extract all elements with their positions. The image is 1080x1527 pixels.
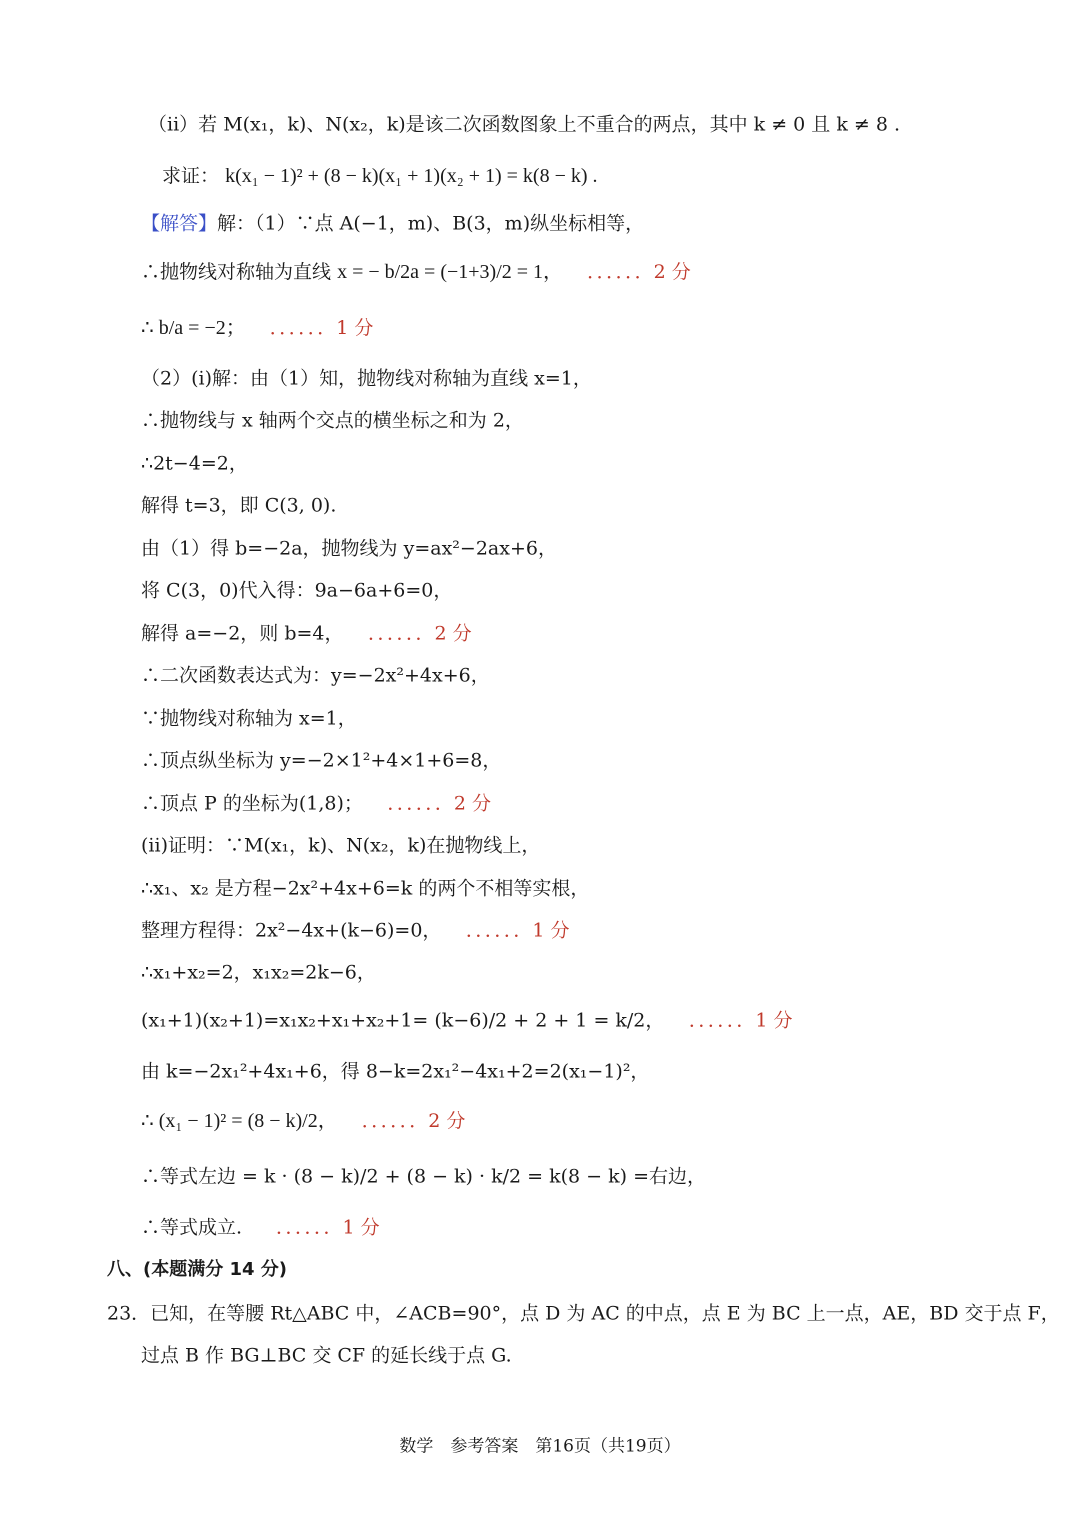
line-vertex-p: ∴顶点 P 的坐标为(1,8)； ．．．．．．2 分 [141,792,492,815]
line-axis-x1: ∵抛物线对称轴为 x=1， [141,707,357,730]
line-vieta: ∴x₁+x₂=2，x₁x₂=2k−6， [141,961,376,984]
line-parabola-form: 由（1）得 b=−2a，抛物线为 y=ax²−2ax+6， [141,537,557,560]
line-product-expansion: (x₁+1)(x₂+1)=x₁x₂+x₁+x₂+1= (k−6)/2 + 2 + 1 = k/2， ．．．．．．1 分 [141,1009,793,1032]
line-roots-of-equation: ∴x₁、x₂ 是方程−2x²+4x+6=k 的两个不相等实根， [141,877,590,900]
line-substitute-c: 将 C(3，0)代入得：9a−6a+6=0， [141,579,453,602]
line-part2-start: （2）(i)解：由（1）知，抛物线对称轴为直线 x=1， [141,367,592,390]
question-23-line2: 过点 B 作 BG⊥BC 交 CF 的延长线于点 G. [141,1344,512,1367]
question-23-line1: 23．已知，在等腰 Rt△ABC 中，∠ACB=90°，点 D 为 AC 的中点，点 E 为 BC 上一点，AE，BD 交于点 F， [107,1302,1060,1325]
line-rearranged-equation: 整理方程得：2x²−4x+(k−6)=0， ．．．．．．1 分 [141,919,570,942]
score-mark: ．．．．．．2 分 [587,261,691,283]
line-solve-a: 解得 a=−2，则 b=4， ．．．．．．2 分 [141,622,472,645]
score-mark: ．．．．．．2 分 [368,622,472,645]
line-square-term: ∴ (x₁ − 1)² = (8 − k)/2， ．．．．．．2 分 [141,1110,466,1132]
score-mark: ．．．．．．1 分 [269,317,374,339]
line-proof-start: (ii)证明：∵M(x₁，k)、N(x₂，k)在抛物线上， [141,834,541,857]
line-sum-of-roots: ∴抛物线与 x 轴两个交点的横坐标之和为 2， [141,409,524,432]
score-mark: ．．．．．．2 分 [361,1110,466,1132]
line-vertex-y: ∴顶点纵坐标为 y=−2×1²+4×1+6=8， [141,749,502,772]
line-axis-of-symmetry: ∴抛物线对称轴为直线 x = − b/2a = (−1+3)/2 = 1， ．．．．．．2 分 [141,261,691,283]
line-conclusion: ∴等式成立. ．．．．．．1 分 [141,1216,380,1239]
section-heading: 八、(本题满分 14 分) [107,1259,288,1280]
line-solve-t: 解得 t=3，即 C(3, 0). [141,494,337,517]
line-ii-condition: （ii）若 M(x₁，k)、N(x₂，k)是该二次函数图象上不重合的两点，其中 k ≠ 0 且 k ≠ 8 . [148,113,901,136]
page-footer: 数学 参考答案 第16页（共19页） [399,1436,681,1457]
line-2t-eq: ∴2t−4=2， [141,452,248,475]
line-8-minus-k: 由 k=−2x₁²+4x₁+6，得 8−k=2x₁²−4x₁+2=2(x₁−1)²， [141,1060,650,1083]
line-b-over-a: ∴ b/a = −2； ．．．．．．1 分 [141,317,374,339]
score-mark: ．．．．．．1 分 [688,1009,793,1032]
line-prove-statement: 求证： k(x₁ − 1)² + (8 − k)(x₁ + 1)(x₂ + 1) = k(8 − k) . [162,165,598,187]
line-left-equals-right: ∴等式左边 = k · (8 − k)/2 + (8 − k) · k/2 = k(8 − k) =右边， [141,1165,706,1188]
score-mark: ．．．．．．1 分 [465,919,570,942]
score-mark: ．．．．．．1 分 [276,1216,380,1239]
score-mark: ．．．．．．2 分 [387,792,492,815]
answer-label: 【解答】 [141,212,218,235]
line-answer-start: 【解答】解：（1）∵点 A(−1，m)、B(3，m)纵坐标相等， [141,212,645,235]
line-quadratic-expression: ∴二次函数表达式为：y=−2x²+4x+6， [141,664,490,687]
